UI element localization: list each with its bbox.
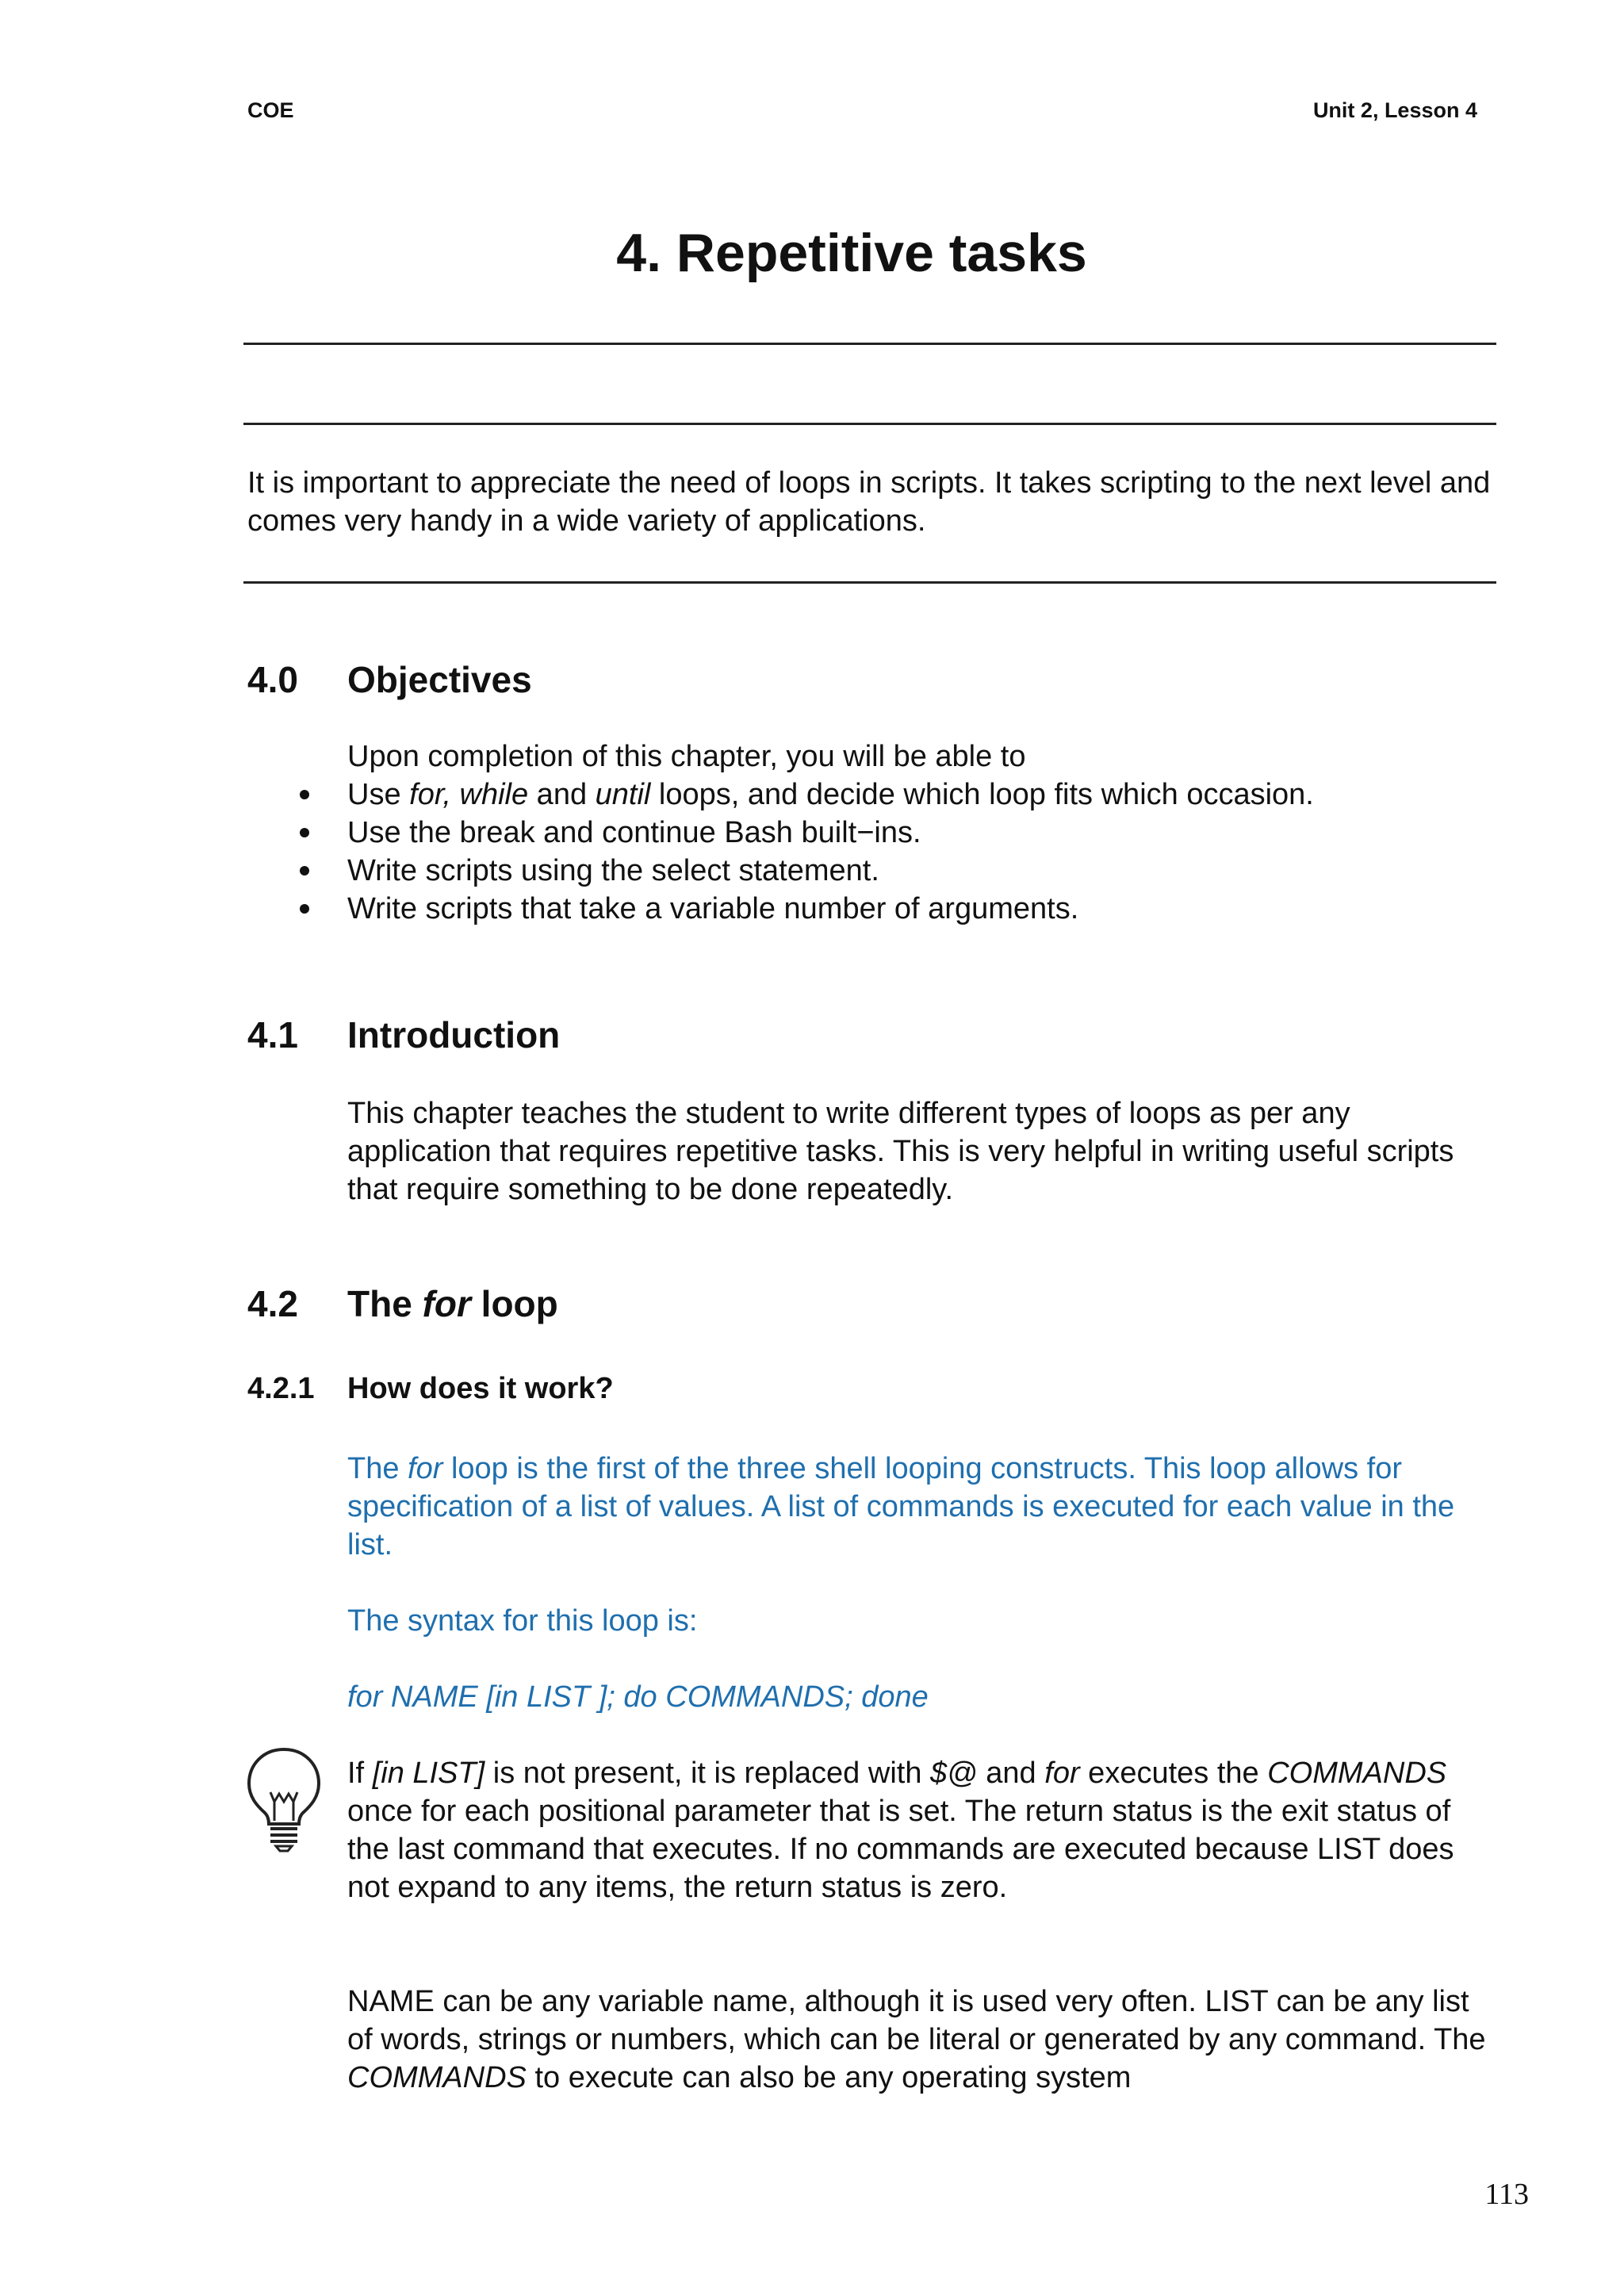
objectives-block [347,738,1497,928]
section-number: 4.1 [247,1014,298,1056]
section-heading-objectives [247,658,1437,706]
bullet-icon [300,828,309,837]
rule-bottom [243,581,1496,584]
syntax-intro: The syntax for this loop is: [347,1604,698,1638]
section-title: Introduction [347,1014,561,1056]
bullet-icon [300,866,309,875]
subsection-title: How does it work? [347,1372,614,1405]
subsection-number: 4.2.1 [247,1372,315,1405]
rule-middle [243,423,1496,425]
running-header-right: Unit 2, Lesson 4 [1312,98,1477,122]
list-item: Write scripts that take a variable number of arguments. [347,890,1497,928]
introduction-body: This chapter teaches the student to write different types of loops as per any application that requires repetitive tasks. This is very helpful in writing useful scripts that require something to be done repeatedly. [347,1097,1454,1206]
section-title: Objectives [347,659,532,700]
list-item: Use the break and continue Bash built−ins. [347,814,1497,852]
lightbulb-icon [244,1745,324,1856]
for-loop-description: The for loop is the first of the three shell looping constructs. This loop allows for specification of a list of values. A list of commands is executed for each value in the list. [347,1452,1455,1561]
chapter-title: 4. Repetitive tasks [616,223,1087,283]
list-item: Write scripts using the select statement. [347,852,1497,890]
section-title: The for loop [347,1283,558,1324]
chapter-intro: It is important to appreciate the need of loops in scripts. It takes scripting to the next level and comes very handy in a wide variety of applications. [247,466,1491,538]
section-number: 4.0 [247,659,298,700]
list-item: Use for, while and until loops, and decide which loop fits which occasion. [347,776,1497,814]
section-number: 4.2 [247,1283,298,1324]
tip-note: If [in LIST] is not present, it is replaced with $@ and for executes the COMMANDS once for each positional parameter that is set. The return status is the exit status of the last command that executes. If no commands are executed because LIST does not expand to any items, the return status is zero. [347,1757,1454,1904]
bullet-icon [300,904,309,914]
page-number: 113 [1484,2178,1529,2211]
objectives-lead: Upon completion of this chapter, you will be able to [347,740,1026,773]
subsection-heading-how-it-works [247,1372,1437,1412]
rule-top [243,343,1496,345]
section-heading-introduction [247,1013,1437,1061]
section-heading-for-loop [247,1282,1437,1330]
bullet-icon [300,790,309,799]
name-list-paragraph: NAME can be any variable name, although it is used very often. LIST can be any list of words, strings or numbers, which can be literal or generated by any command. The COMMANDS to execute can also be any operating system [347,1985,1486,2094]
running-header-left: COE [247,98,294,122]
for-loop-syntax: for NAME [in LIST ]; do COMMANDS; done [347,1680,929,1714]
objectives-list [347,776,1497,928]
